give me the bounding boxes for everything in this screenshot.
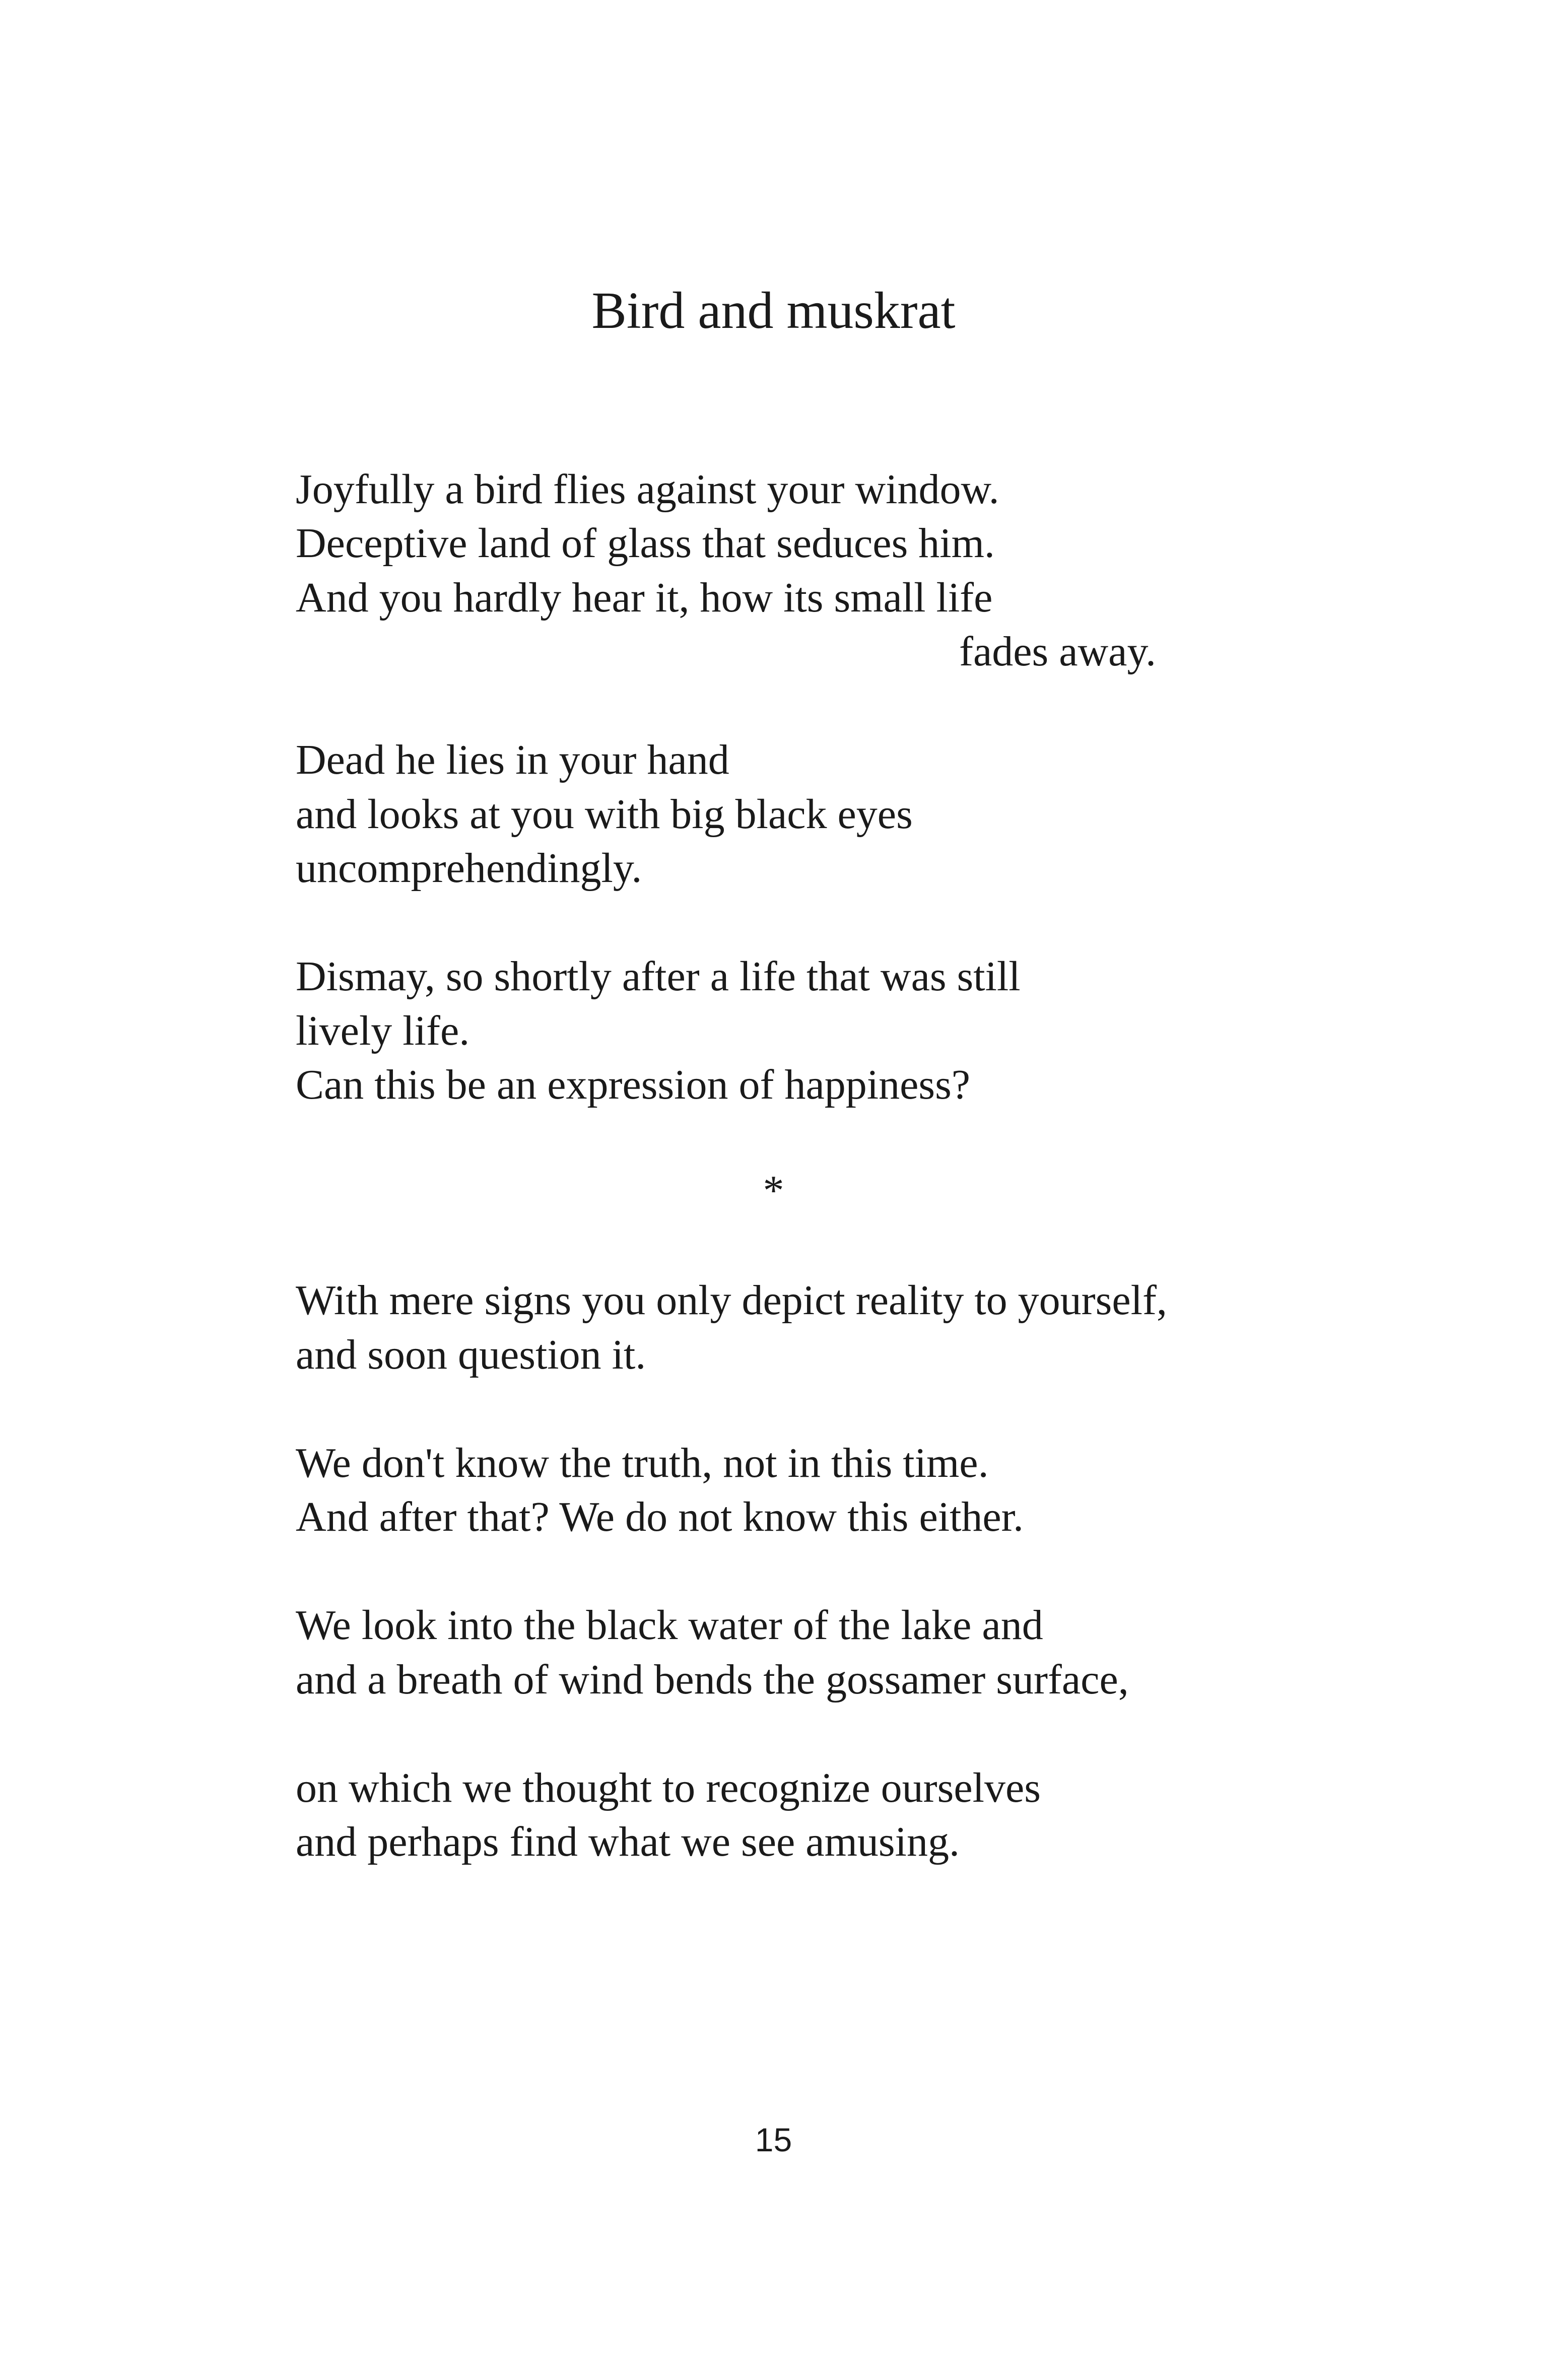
poem-line: Joyfully a bird flies against your window. — [296, 466, 999, 513]
poem-line: Deceptive land of glass that seduces him. — [296, 520, 995, 567]
poem-line: on which we thought to recognize ourselves — [296, 1764, 1041, 1811]
poem-line: We don't know the truth, not in this time. — [296, 1440, 989, 1486]
poem-line: and a breath of wind bends the gossamer surface, — [296, 1656, 1129, 1703]
poem-line: fades away. — [959, 628, 1157, 675]
page-number: 15 — [755, 2121, 792, 2158]
poem-line: uncomprehendingly. — [296, 845, 642, 892]
poem-line: And after that? We do not know this either. — [296, 1493, 1024, 1540]
poem-line: We look into the black water of the lake and — [296, 1602, 1043, 1649]
poem-line: With mere signs you only depict reality to yourself, — [296, 1277, 1167, 1324]
poem-line: Dead he lies in your hand — [296, 736, 729, 783]
poem-line: Can this be an expression of happiness? — [296, 1061, 971, 1108]
poem-line: Dismay, so shortly after a life that was still — [296, 953, 1021, 1000]
poem-line: and perhaps find what we see amusing. — [296, 1818, 960, 1865]
poem-line: and soon question it. — [296, 1331, 646, 1378]
poem-line: And you hardly hear it, how its small life — [296, 574, 993, 621]
section-separator: * — [763, 1167, 784, 1214]
poem-title: Bird and muskrat — [591, 282, 956, 339]
poem-line: and looks at you with big black eyes — [296, 791, 913, 838]
poem-line: lively life. — [296, 1007, 470, 1054]
